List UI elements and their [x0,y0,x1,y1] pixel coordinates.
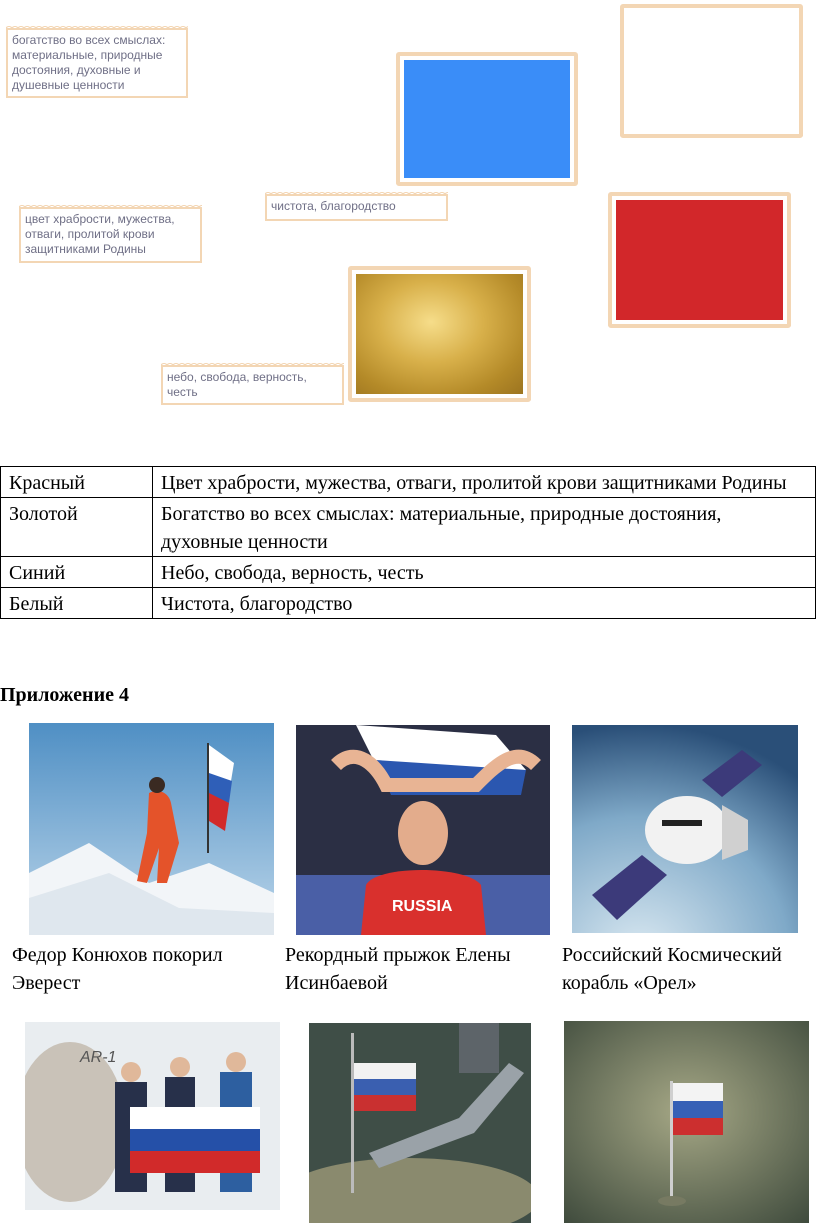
photo-flag-seabed [564,1021,809,1223]
table-cell-meaning: Цвет храбрости, мужества, отваги, пролитой крови защитниками Родины [153,467,816,498]
swatch-blue-fill [404,60,570,178]
table-cell-color: Золотой [1,498,153,557]
table-cell-color: Синий [1,557,153,588]
swatch-red-fill [616,200,783,320]
table-cell-meaning: Чистота, благородство [153,588,816,619]
sticker-courage-text: цвет храбрости, мужества, отваги, пролитой крови защитниками Родины [25,212,175,256]
photo-orel-spacecraft [572,725,798,933]
sticker-wealth [6,28,188,98]
swatch-blue [396,52,578,186]
sticker-courage [19,207,202,263]
swatch-white [620,4,803,138]
shirt-text: RUSSIA [392,898,453,915]
caption-isinbaeva: Рекордный прыжок Елены Исинбаевой [285,944,511,994]
table-cell-meaning: Небо, свобода, верность, честь [153,557,816,588]
appendix-heading: Приложение 4 [0,684,129,706]
table-cell-color: Белый [1,588,153,619]
photo-isinbaeva [296,725,550,935]
swatch-white-fill [628,12,795,130]
table-cell-meaning: Богатство во всех смыслах: материальные, природные достояния, духовные ценности [153,498,816,557]
table-row [1,498,816,557]
swatch-gold-fill [356,274,523,394]
sticker-purity [265,194,448,221]
swatch-red [608,192,791,328]
sticker-sky-text: небо, свобода, верность, честь [167,370,307,399]
photo-expedition-team [25,1022,280,1210]
table-row [1,557,816,588]
caption-orel: Российский Космический корабль «Орел» [562,944,782,994]
sticker-wealth-text: богатство во всех смыслах: материальные, природные достояния, духовные и душевные ценности [12,33,166,92]
swatch-gold [348,266,531,402]
sub-text: AR-1 [80,1049,117,1066]
sticker-sky [161,365,344,405]
color-meaning-table [0,466,816,619]
caption-konyukhov: Федор Конюхов покорил Эверест [12,944,223,994]
photo-everest-climber [29,723,274,935]
sticker-purity-text: чистота, благородство [271,199,396,213]
table-row [1,467,816,498]
table-row [1,588,816,619]
photo-seabed-manipulator [309,1023,531,1223]
table-cell-color: Красный [1,467,153,498]
